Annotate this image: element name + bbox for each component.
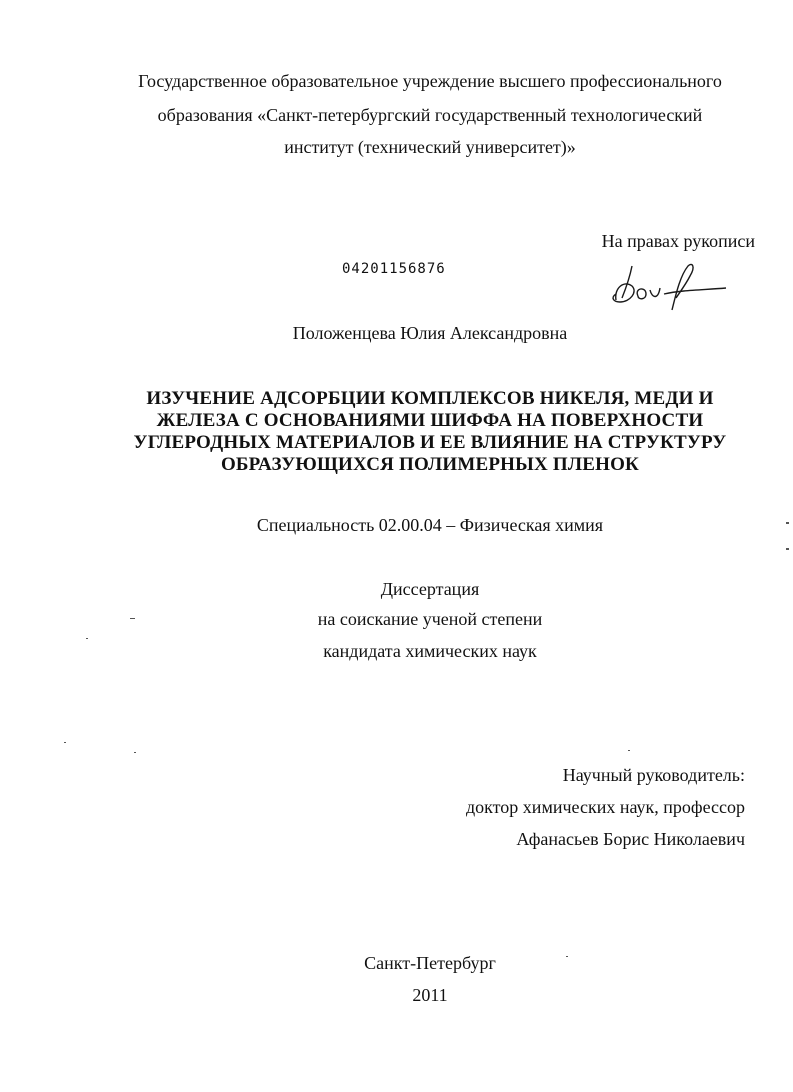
scan-speck bbox=[130, 618, 135, 619]
scan-speck bbox=[86, 638, 88, 639]
registration-code: 04201156876 bbox=[342, 261, 446, 277]
manuscript-note: На правах рукописи bbox=[601, 231, 755, 251]
title-line-4: ОБРАЗУЮЩИХСЯ ПОЛИМЕРНЫХ ПЛЕНОК bbox=[220, 454, 640, 475]
institution-line-1: Государственное образовательное учреждение высшего профессионального bbox=[138, 71, 722, 91]
title-line-3: УГЛЕРОДНЫХ МАТЕРИАЛОВ И ЕЕ ВЛИЯНИЕ НА СТРУКТУРУ bbox=[133, 432, 727, 453]
institution-line-3: институт (технический университет)» bbox=[284, 137, 576, 157]
scan-speck bbox=[566, 956, 568, 957]
scan-speck bbox=[64, 742, 66, 743]
degree-line-3: кандидата химических наук bbox=[323, 641, 537, 661]
city: Санкт-Петербург bbox=[364, 953, 496, 973]
degree-line-1: Диссертация bbox=[380, 579, 480, 599]
advisor-label: Научный руководитель: bbox=[562, 765, 745, 785]
scan-speck bbox=[134, 752, 136, 753]
title-line-1: ИЗУЧЕНИЕ АДСОРБЦИИ КОМПЛЕКСОВ НИКЕЛЯ, МЕДИ И bbox=[146, 388, 714, 409]
degree-line-2: на соискание ученой степени bbox=[317, 609, 543, 629]
advisor-name: Афанасьев Борис Николаевич bbox=[516, 829, 745, 849]
scan-speck bbox=[786, 522, 789, 524]
institution-line-2: образования «Санкт-петербургский государственный технологический bbox=[157, 105, 703, 125]
advisor-rank: доктор химических наук, профессор bbox=[466, 797, 745, 817]
scan-speck bbox=[786, 548, 789, 550]
author-signature bbox=[602, 258, 732, 318]
scan-speck bbox=[628, 750, 630, 751]
title-line-2: ЖЕЛЕЗА С ОСНОВАНИЯМИ ШИФФА НА ПОВЕРХНОСТИ bbox=[156, 410, 704, 431]
year: 2011 bbox=[412, 985, 448, 1005]
author-name: Положенцева Юлия Александровна bbox=[292, 323, 568, 343]
specialty: Специальность 02.00.04 – Физическая химия bbox=[256, 515, 604, 535]
